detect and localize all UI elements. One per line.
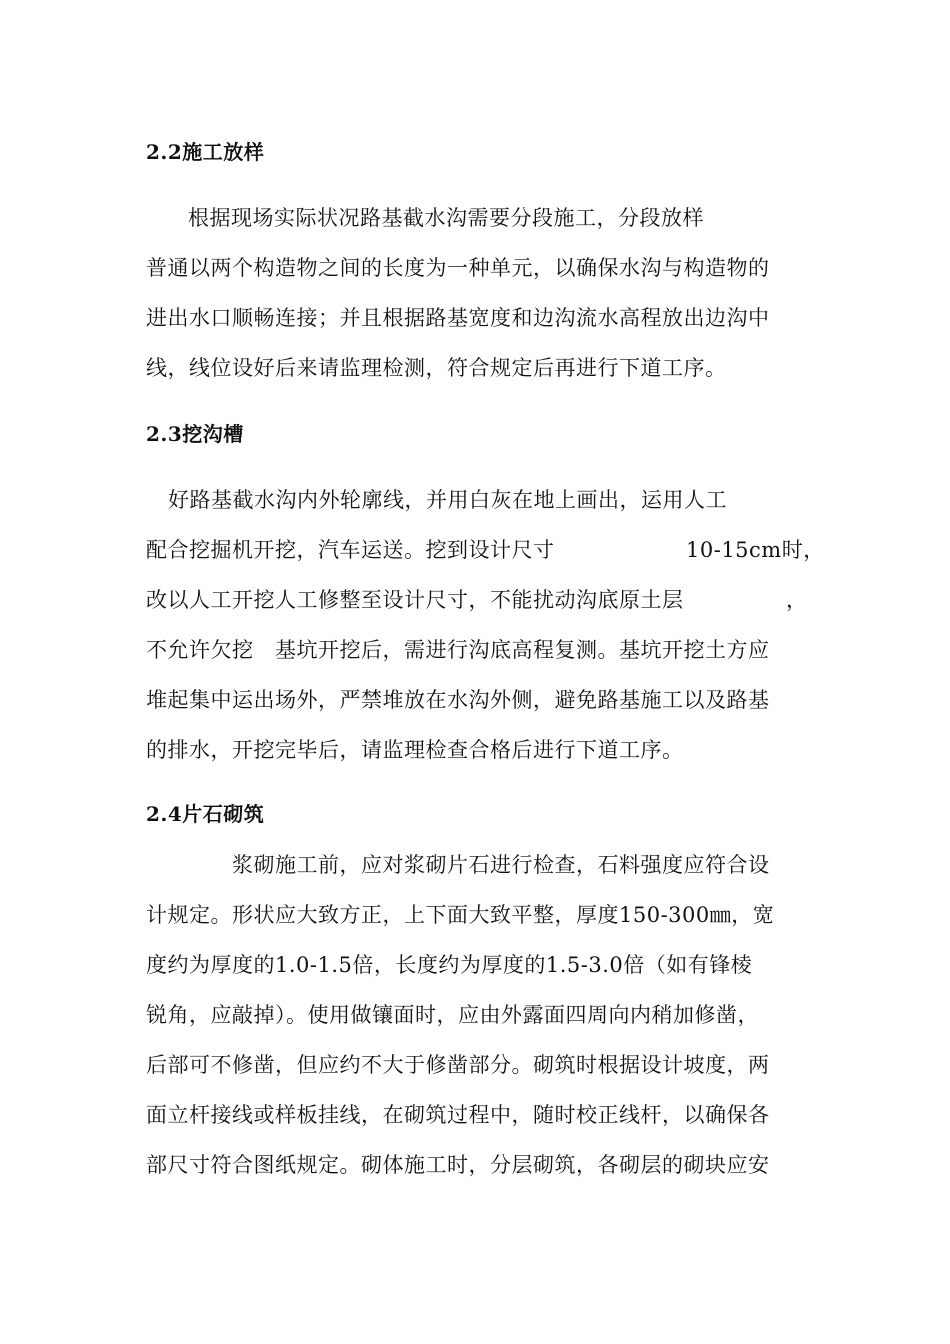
paragraph-line: 普通以两个构造物之间的长度为一种单元，以确保水沟与构造物的 (146, 256, 770, 280)
paragraph-line: 度约为厚度的1.0-1.5倍，长度约为厚度的1.5-3.0倍（如有锋棱 (146, 953, 753, 977)
paragraph-line: 面立杆接线或样板挂线，在砌筑过程中，随时校正线杆，以确保各 (146, 1103, 770, 1127)
paragraph-line: 后部可不修凿，但应约不大于修凿部分。砌筑时根据设计坡度，两 (146, 1053, 770, 1077)
paragraph-line: 好路基截水沟内外轮廓线，并用白灰在地上画出，运用人工 (168, 488, 727, 512)
paragraph-line: 线，线位设好后来请监理检测，符合规定后再进行下道工序。 (146, 356, 727, 380)
paragraph-line: 配合挖掘机开挖，汽车运送。挖到设计尺寸 (146, 538, 555, 562)
paragraph-line: 浆砌施工前，应对浆砌片石进行检查，石料强度应符合设 (232, 853, 770, 877)
paragraph-line: 堆起集中运出场外，严禁堆放在水沟外侧，避免路基施工以及路基 (146, 688, 770, 712)
paragraph-line: 根据现场实际状况路基截水沟需要分段施工，分段放样 (188, 206, 704, 230)
paragraph-line: 计规定。形状应大致方正，上下面大致平整，厚度150-300㎜，宽 (146, 903, 775, 927)
paragraph-line: 不允许欠挖 基坑开挖后，需进行沟底高程复测。基坑开挖土方应 (146, 638, 770, 662)
paragraph-line: 锐角，应敲掉）。使用做镶面时，应由外露面四周向内稍加修凿， (146, 1003, 759, 1027)
paragraph-fragment: 10-15cm时， (686, 538, 825, 562)
paragraph-line: 部尺寸符合图纸规定。砌体施工时，分层砌筑，各砌层的砌块应安 (146, 1153, 770, 1177)
paragraph-line: 的排水，开挖完毕后，请监理检查合格后进行下道工序。 (146, 738, 684, 762)
paragraph-fragment: ， (786, 588, 808, 612)
section-heading-2-2: 2.2施工放样 (146, 140, 265, 164)
paragraph-line: 改以人工开挖人工修整至设计尺寸，不能扰动沟底原土层 (146, 588, 684, 612)
section-heading-2-4: 2.4片石砌筑 (146, 802, 265, 826)
paragraph-line: 进出水口顺畅连接；并且根据路基宽度和边沟流水高程放出边沟中 (146, 306, 770, 330)
section-heading-2-3: 2.3挖沟槽 (146, 422, 244, 446)
